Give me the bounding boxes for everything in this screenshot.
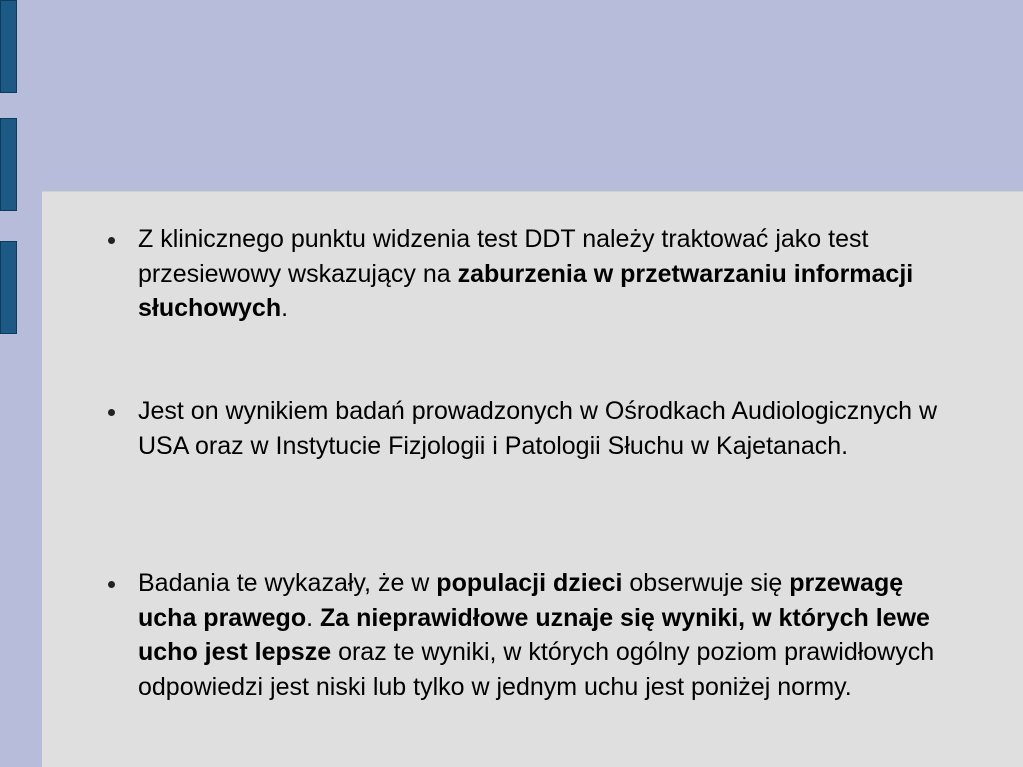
bullet-dot-icon: [108, 581, 115, 588]
bold-text-segment: zaburzenia w przetwarzaniu informacji słuchowych: [138, 259, 914, 322]
bullet-item-2: [138, 394, 958, 463]
bold-text-segment: populacji dzieci: [436, 569, 623, 597]
accent-bar: [0, 118, 17, 211]
accent-bar: [0, 241, 17, 334]
bold-text-segment: przewagę ucha prawego: [138, 569, 904, 632]
text-segment: .: [281, 294, 289, 322]
bullet-item-3: [138, 566, 958, 704]
bullet-text: [138, 225, 913, 322]
bold-text-segment: Za nieprawidłowe uznaje się wyniki, w których lewe ucho jest lepsze: [138, 603, 930, 666]
bullet-dot-icon: [108, 409, 115, 416]
text-segment: obserwuje się: [622, 569, 790, 597]
text-segment: .: [306, 603, 320, 632]
text-segment: Z klinicznego punktu widzenia test DDT należy traktować jako test przesiewowy wskazujący na: [138, 225, 869, 288]
content-panel: [42, 191, 1023, 767]
bullet-item-1: [138, 222, 958, 326]
bullet-text: [138, 397, 937, 460]
text-segment: Badania te wykazały, że w: [138, 569, 437, 597]
accent-bar: [0, 0, 17, 93]
bullet-dot-icon: [108, 237, 115, 244]
text-segment: Jest on wynikiem badań prowadzonych w Ośrodkach Audiologicznych w USA oraz w Instytucie Fizjologii i Patologii Słuchu w Kajetanach.: [138, 397, 938, 460]
text-segment: oraz te wyniki, w których ogólny poziom prawidłowych odpowiedzi jest niski lub tylko w jednym uchu jest poniżej normy.: [138, 638, 935, 701]
bullet-text: [138, 569, 934, 701]
